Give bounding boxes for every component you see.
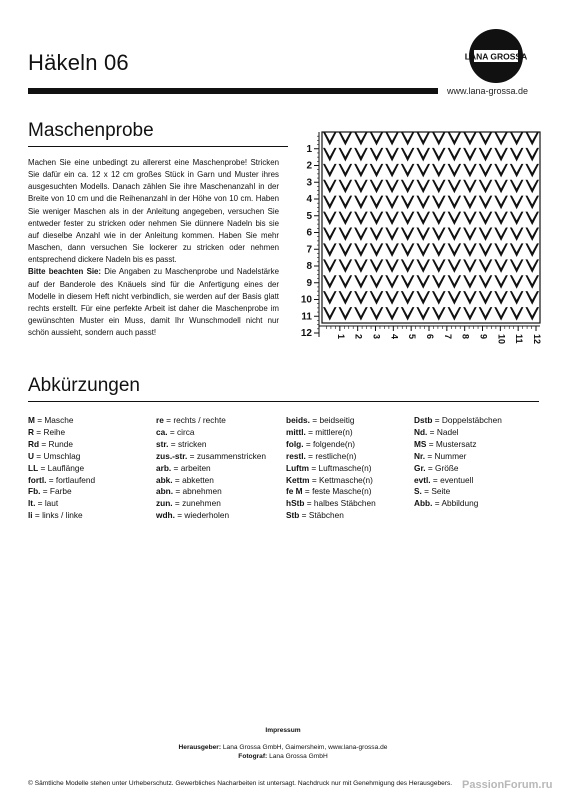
abbr-key: re	[156, 415, 164, 425]
ruler-label: 1	[306, 143, 312, 155]
abbr-value: rechts / rechte	[173, 415, 226, 425]
ruler-label: 4	[306, 194, 312, 205]
ruler-label: 2	[353, 334, 364, 340]
ruler-label: 12	[532, 334, 542, 345]
abbr-key: Abb.	[414, 498, 433, 509]
ruler-label: 12	[300, 328, 312, 339]
header-divider	[28, 88, 438, 94]
publisher-line	[0, 744, 566, 751]
abbr-item: lt. = laut	[28, 498, 59, 509]
abbr-key: R	[28, 426, 34, 437]
abbr-item: Dstb = Doppelstäbchen	[414, 415, 502, 425]
abbr-item: folg. = folgende(n)	[286, 438, 355, 449]
ruler-label: 8	[460, 334, 471, 340]
abbr-key: MS	[414, 438, 427, 449]
abbr-key: zun.	[156, 498, 173, 509]
abbr-value: Abbildung	[441, 498, 479, 509]
ruler-label: 9	[306, 277, 312, 289]
maschenprobe-bold-lead: Bitte beachten Sie:	[28, 267, 102, 277]
abbr-value: Doppelstäbchen	[441, 415, 502, 425]
abbr-key: Nd.	[414, 426, 428, 437]
ruler-label: 7	[306, 244, 312, 256]
ruler-label: 11	[514, 334, 525, 344]
gauge-swatch-illustration	[296, 124, 544, 350]
ruler-label: 11	[301, 311, 312, 323]
abbr-item: Luftm = Luftmasche(n)	[286, 462, 372, 473]
abbr-value: beidseitig	[319, 415, 355, 425]
copyright-notice: © Sämtliche Modelle stehen unter Urheberschutz. Gewerbliches Nacharbeiten ist untersagt. Nachdruck nur mit Genehmigung des Herausgebers.	[28, 780, 453, 787]
maschenprobe-paragraph-1: Machen Sie eine unbedingt zu allererst eine Maschenprobe! Stricken Sie dafür ein ca. 12 x 12 cm großes Stück in Garn und Muster ihres ausgesuchten Modells. Danach zählen Sie ihre Maschenanzahl in der Breite von 10 cm und die Reihenanzahl in der Höhe von 10 cm. Haben Sie weniger Maschen als in der Anleitung angegeben, versuchen Sie entweder fester zu stricken oder nehmen Sie dünnere Nadeln bis sie auf dieselbe Anzahl wie in der Anleitung kommen. Haben Sie mehr Maschen, dann versuchen Sie lockerer zu stricken oder nehmen entsprechend dickere Nadeln bis es passt.	[28, 158, 279, 265]
abbr-item: Nr. = Nummer	[414, 450, 467, 461]
abbr-value: Luftmasche(n)	[318, 462, 372, 473]
abbr-key: fortl.	[28, 474, 47, 485]
abbr-value: Stäbchen	[308, 510, 344, 521]
abbr-value: arbeiten	[180, 462, 211, 473]
abbr-item: str. = stricken	[156, 438, 207, 449]
abbr-value: abketten	[182, 474, 214, 485]
maschenprobe-heading: Maschenprobe	[28, 120, 154, 141]
abbr-key: beids.	[286, 415, 310, 425]
logo-text: LANA GROSSA	[464, 51, 528, 62]
abbr-item: Nd. = Nadel	[414, 426, 459, 437]
abbr-value: laut	[44, 498, 59, 509]
abbr-item: LL = Lauflänge	[28, 462, 85, 473]
abbr-item: wdh. = wiederholen	[156, 510, 230, 521]
abbr-item: ca. = circa	[156, 426, 195, 437]
abbr-item: zus.-str. = zusammenstricken	[156, 450, 266, 461]
abbr-column-1	[28, 415, 95, 522]
photographer-value: Lana Grossa GmbH	[267, 753, 328, 760]
abbr-key: fe M	[286, 486, 303, 497]
abbr-key: arb.	[156, 462, 172, 473]
abbr-item: beids. = beidseitig	[286, 415, 355, 425]
ruler-label: 10	[496, 334, 507, 345]
photographer-line	[0, 753, 566, 760]
abbr-value: Umschlag	[43, 450, 81, 461]
abbr-item: Fb. = Farbe	[28, 486, 72, 497]
ruler-label: 10	[300, 294, 312, 306]
impressum-heading: Impressum	[265, 727, 301, 734]
abbr-value: links / linke	[42, 510, 83, 521]
abbr-item: re = rechts / rechte	[156, 415, 226, 425]
abbr-value: wiederholen	[184, 510, 230, 521]
abbr-value: abnehmen	[182, 486, 222, 497]
abbr-item: Kettm = Kettmasche(n)	[286, 474, 373, 485]
abbr-item: Abb. = Abbildung	[414, 498, 479, 509]
maschenprobe-text	[28, 157, 279, 339]
abbr-item: evtl. = eventuell	[414, 474, 474, 485]
maschenprobe-rule	[28, 146, 288, 147]
abbr-key: str.	[156, 438, 169, 449]
abbr-value: mittlere(n)	[315, 426, 353, 437]
abbr-key: Dstb	[414, 415, 433, 425]
ruler-label: 5	[407, 334, 418, 340]
ruler-label: 6	[306, 227, 312, 239]
abbr-key: ca.	[156, 426, 168, 437]
watermark: PassionForum.ru	[462, 779, 553, 791]
ruler-label: 1	[335, 334, 346, 340]
abbr-item: fortl. = fortlaufend	[28, 474, 96, 485]
abbr-key: S.	[414, 486, 422, 497]
abbr-item: abn. = abnehmen	[156, 486, 222, 497]
abbr-key: mittl.	[286, 426, 306, 437]
abbr-key: Rd	[28, 438, 40, 449]
abbr-item: restl. = restliche(n)	[286, 450, 357, 461]
abbr-item: Gr. = Größe	[414, 462, 459, 473]
abbr-item: Stb = Stäbchen	[286, 510, 344, 521]
abbr-key: Kettm	[286, 474, 310, 485]
abbr-item: R = Reihe	[28, 426, 66, 437]
ruler-label: 6	[425, 334, 435, 340]
lana-grossa-logo	[464, 28, 528, 84]
abkuerzungen-heading: Abkürzungen	[28, 375, 140, 396]
abbr-key: Stb	[286, 510, 300, 521]
abbr-key: wdh.	[156, 510, 175, 521]
abbr-value: Nummer	[434, 450, 467, 461]
abbr-item: U = Umschlag	[28, 450, 81, 461]
abbr-value: Lauflänge	[47, 462, 85, 473]
ruler-label: 3	[306, 177, 312, 189]
abbr-value: Farbe	[49, 486, 72, 497]
abbr-key: LL	[28, 462, 39, 473]
abbr-key: hStb	[286, 498, 305, 509]
abkuerzungen-rule	[28, 401, 539, 402]
abbr-value: feste Masche(n)	[312, 486, 372, 497]
abbr-item: abk. = abketten	[156, 474, 214, 485]
abbr-value: halbes Stäbchen	[313, 498, 376, 509]
abbr-value: Kettmasche(n)	[318, 474, 373, 485]
ruler-label: 2	[306, 160, 312, 172]
abbr-item: mittl. = mittlere(n)	[286, 426, 353, 437]
abbr-item: hStb = halbes Stäbchen	[286, 498, 376, 509]
abbr-column-4	[414, 415, 502, 510]
publisher-label: Herausgeber:	[178, 744, 222, 751]
abbr-key: Luftm	[286, 462, 310, 473]
abbr-key: U	[28, 450, 34, 461]
abbr-value: circa	[177, 426, 195, 437]
abbr-item: arb. = arbeiten	[156, 462, 211, 473]
abbr-column-3	[286, 415, 376, 522]
abbr-item: Rd = Runde	[28, 438, 73, 449]
abbr-value: Nadel	[436, 426, 459, 437]
abbr-column-2	[156, 415, 266, 522]
abbr-value: folgende(n)	[312, 438, 355, 449]
abbr-value: zunehmen	[182, 498, 221, 509]
abbr-key: folg.	[286, 438, 304, 449]
abbr-item: li = links / linke	[28, 510, 83, 521]
abbr-key: abk.	[156, 474, 173, 485]
abbr-key: li	[28, 510, 33, 521]
abbr-value: Masche	[44, 415, 74, 425]
ruler-label: 5	[306, 210, 312, 222]
abbr-value: stricken	[177, 438, 207, 449]
website-url: www.lana-grossa.de	[447, 86, 529, 96]
abbr-key: M	[28, 415, 35, 425]
abbr-key: evtl.	[414, 474, 431, 485]
abbr-key: Gr.	[414, 462, 426, 473]
abbr-key: restl.	[286, 450, 306, 461]
abbr-value: Seite	[431, 486, 451, 497]
page-title: Häkeln 06	[28, 50, 129, 75]
ruler-label: 8	[306, 261, 312, 272]
photographer-label: Fotograf:	[238, 753, 268, 760]
ruler-label: 4	[389, 334, 400, 340]
abbr-value: Reihe	[43, 426, 66, 437]
abbr-item: MS = Mustersatz	[414, 438, 477, 449]
abbr-value: eventuell	[440, 474, 474, 485]
abbr-value: Mustersatz	[435, 438, 477, 449]
abbr-value: zusammenstricken	[196, 450, 266, 461]
publisher-value: Lana Grossa GmbH, Gaimersheim, www.lana-grossa.de	[221, 744, 388, 751]
abbr-item: S. = Seite	[414, 486, 451, 497]
abbr-key: lt.	[28, 498, 36, 509]
abbr-value: fortlaufend	[55, 474, 96, 485]
abbr-item: fe M = feste Masche(n)	[286, 486, 372, 497]
abbr-key: abn.	[156, 486, 174, 497]
ruler-label: 3	[371, 334, 382, 340]
abbr-item: zun. = zunehmen	[156, 498, 221, 509]
abbr-key: Nr.	[414, 450, 426, 461]
abbr-value: restliche(n)	[315, 450, 357, 461]
maschenprobe-paragraph-2: Die Angaben zu Maschenprobe und Nadelstärke auf der Banderole des Knäuels sind für die Anfertigung eines der Modelle in diesem Heft nicht verbindlich, sie werden auf der Basis glatt rechts erstellt. Für eine perfekte Arbeit ist daher die Maschenprobe im gewünschten Muster ein Muss, damit Ihr Wunschmodell nicht nur schön aussieht, sondern auch passt!	[28, 267, 280, 338]
abbr-key: Fb.	[28, 486, 41, 497]
ruler-label: 7	[442, 334, 453, 340]
ruler-label: 9	[478, 334, 489, 340]
abbr-value: Größe	[435, 462, 459, 473]
abbr-value: Runde	[48, 438, 73, 449]
abbr-item: M = Masche	[28, 415, 74, 425]
abbr-key: zus.-str.	[156, 450, 188, 461]
